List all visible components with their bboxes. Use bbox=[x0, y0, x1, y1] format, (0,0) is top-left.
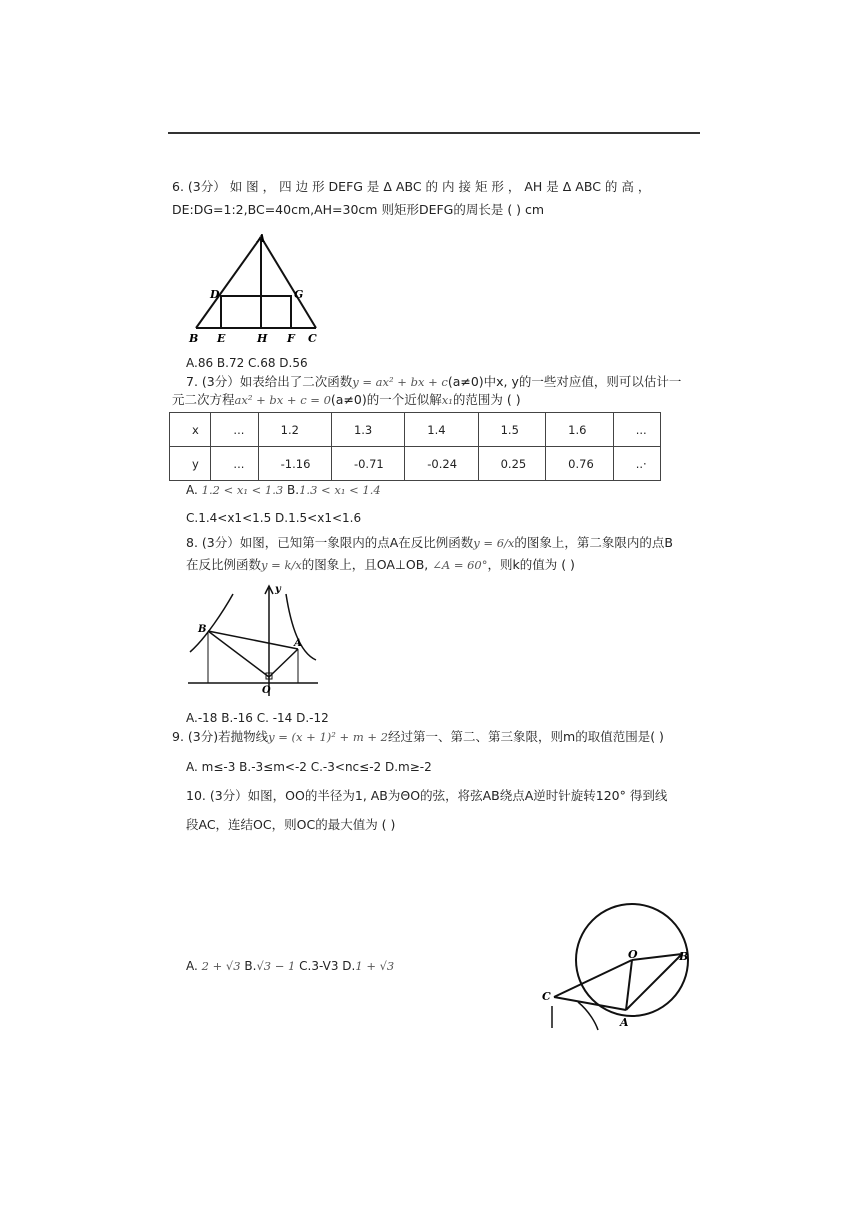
table-cell: 0.76 bbox=[546, 447, 614, 481]
q10-opt-b-formula: √3 − 1 bbox=[256, 959, 296, 973]
header-rule bbox=[168, 132, 700, 134]
q6-label-b: B bbox=[189, 332, 199, 345]
table-cell: ... bbox=[613, 413, 660, 447]
table-cell: 1.3 bbox=[331, 413, 404, 447]
q7-l1-text-2: (a≠0)中x, y的一些对应值，则可以估计一 bbox=[447, 374, 682, 389]
table-cell: 0.25 bbox=[478, 447, 546, 481]
q8-label-b: B bbox=[198, 624, 207, 635]
q7-l1-formula: y = ax² + bx + c bbox=[352, 375, 448, 389]
q6-label-f: F bbox=[287, 332, 295, 345]
q7-l2-formula-2: x₁ bbox=[441, 393, 453, 407]
q8-l2-text-2: 的图象上，且OA⊥OB, bbox=[301, 557, 433, 572]
table-cell: ... bbox=[211, 413, 258, 447]
q9-options: A. m≤-3 B.-3≤m<-2 C.-3<nc≤-2 D.m≥-2 bbox=[186, 760, 432, 774]
q6-text-line1: 6. (3分） 如 图 ， 四 边 形 DEFG 是 Δ ABC 的 内 接 矩 形 ， AH 是 Δ ABC 的 高 ， bbox=[172, 179, 651, 194]
q6-label-a: A bbox=[257, 232, 266, 245]
q8-l1-formula: y = 6/x bbox=[473, 536, 515, 550]
q10-opt-b-label: B. bbox=[240, 959, 257, 973]
q8-l1-text-2: 的图象上，第二象限内的点B bbox=[514, 535, 673, 550]
table-cell: 1.6 bbox=[546, 413, 614, 447]
q8-label-o: O bbox=[262, 685, 271, 696]
q9-text-line1 bbox=[172, 728, 664, 746]
q10-opt-a-formula: 2 + √3 bbox=[201, 959, 241, 973]
q7-l1-text: 7. (3分）如表给出了二次函数 bbox=[186, 374, 353, 389]
table-cell: 1.2 bbox=[258, 413, 331, 447]
table-row bbox=[170, 447, 661, 481]
q9-l1-text: 9. (3分)若抛物线 bbox=[172, 729, 269, 744]
table-cell: x bbox=[170, 413, 211, 447]
q7-opt-a-formula: 1.2 < x₁ < 1.3 bbox=[201, 483, 284, 497]
q8-l2-formula-2: ∠A = 60° bbox=[432, 558, 488, 572]
table-cell: 1.5 bbox=[478, 413, 546, 447]
q7-l2-text-2: (a≠0)的一个近似解 bbox=[330, 392, 442, 407]
q10-label-o: O bbox=[628, 948, 638, 961]
q8-text-line2 bbox=[186, 556, 575, 574]
q10-opt-d-formula: 1 + √3 bbox=[355, 959, 395, 973]
q8-options: A.-18 B.-16 C. -14 D.-12 bbox=[186, 711, 329, 725]
q6-triangle-figure bbox=[186, 228, 326, 346]
q8-label-y: y bbox=[275, 584, 281, 595]
q6-label-d: D bbox=[210, 288, 220, 301]
q8-l2-formula: y = k/x bbox=[261, 558, 302, 572]
q7-l2-formula: ax² + bx + c = 0 bbox=[234, 393, 331, 407]
q10-circle-figure bbox=[534, 902, 694, 1032]
q6-text-line2: DE:DG=1:2,BC=40cm,AH=30cm 则矩形DEFG的周长是 ( ) cm bbox=[172, 202, 545, 217]
table-cell: -1.16 bbox=[258, 447, 331, 481]
q8-label-a: A bbox=[294, 638, 302, 649]
q7-l2-text-3: 的范围为 ( ) bbox=[452, 392, 521, 407]
table-cell: ..· bbox=[613, 447, 660, 481]
q7-text-line1 bbox=[186, 373, 681, 391]
q10-label-c: C bbox=[542, 990, 551, 1003]
q7-opt-a-label: A. bbox=[186, 483, 202, 497]
table-cell: -0.24 bbox=[405, 447, 478, 481]
q6-label-g: G bbox=[294, 288, 304, 301]
table-cell: -0.71 bbox=[331, 447, 404, 481]
table-row bbox=[170, 413, 661, 447]
q8-text-line1 bbox=[186, 534, 673, 552]
q10-label-a: A bbox=[620, 1016, 629, 1029]
q8-l1-text: 8. (3分）如图，已知第一象限内的点A在反比例函数 bbox=[186, 535, 474, 550]
q7-value-table bbox=[169, 412, 661, 481]
q7-l2-text: 元二次方程 bbox=[172, 392, 235, 407]
table-cell: ... bbox=[211, 447, 258, 481]
q10-label-b: B bbox=[679, 950, 689, 963]
q7-opt-b-formula: 1.3 < x₁ < 1.4 bbox=[299, 483, 381, 497]
q10-text-line2: 段AC，连结OC，则OC的最大值为 ( ) bbox=[186, 817, 396, 832]
q8-l2-text: 在反比例函数 bbox=[186, 557, 262, 572]
q10-opt-a-label: A. bbox=[186, 959, 202, 973]
q7-options-cd: C.1.4<x1<1.5 D.1.5<x1<1.6 bbox=[186, 511, 362, 525]
table-cell: y bbox=[170, 447, 211, 481]
q6-label-h: H bbox=[257, 332, 268, 345]
q6-options: A.86 B.72 C.68 D.56 bbox=[186, 356, 308, 370]
q9-l1-formula: y = (x + 1)² + m + 2 bbox=[268, 730, 389, 744]
q6-label-e: E bbox=[217, 332, 226, 345]
q10-text-line1: 10. (3分）如图，OO的半径为1, AB为ΘO的弦，将弦AB绕点A逆时针旋转120° 得到线 bbox=[186, 788, 668, 803]
q6-label-c: C bbox=[308, 332, 317, 345]
q10-opt-cd-label: C.3-V3 D. bbox=[295, 959, 356, 973]
q7-opt-b-label: B. bbox=[283, 483, 300, 497]
q7-options-ab bbox=[186, 481, 381, 499]
q8-hyperbola-figure bbox=[186, 580, 320, 700]
q8-l2-text-3: ，则k的值为 ( ) bbox=[487, 557, 575, 572]
table-cell: 1.4 bbox=[405, 413, 478, 447]
q10-options bbox=[186, 957, 394, 975]
q7-text-line2 bbox=[172, 391, 521, 409]
q9-l1-text-2: 经过第一、第二、第三象限，则m的取值范围是( ) bbox=[388, 729, 664, 744]
